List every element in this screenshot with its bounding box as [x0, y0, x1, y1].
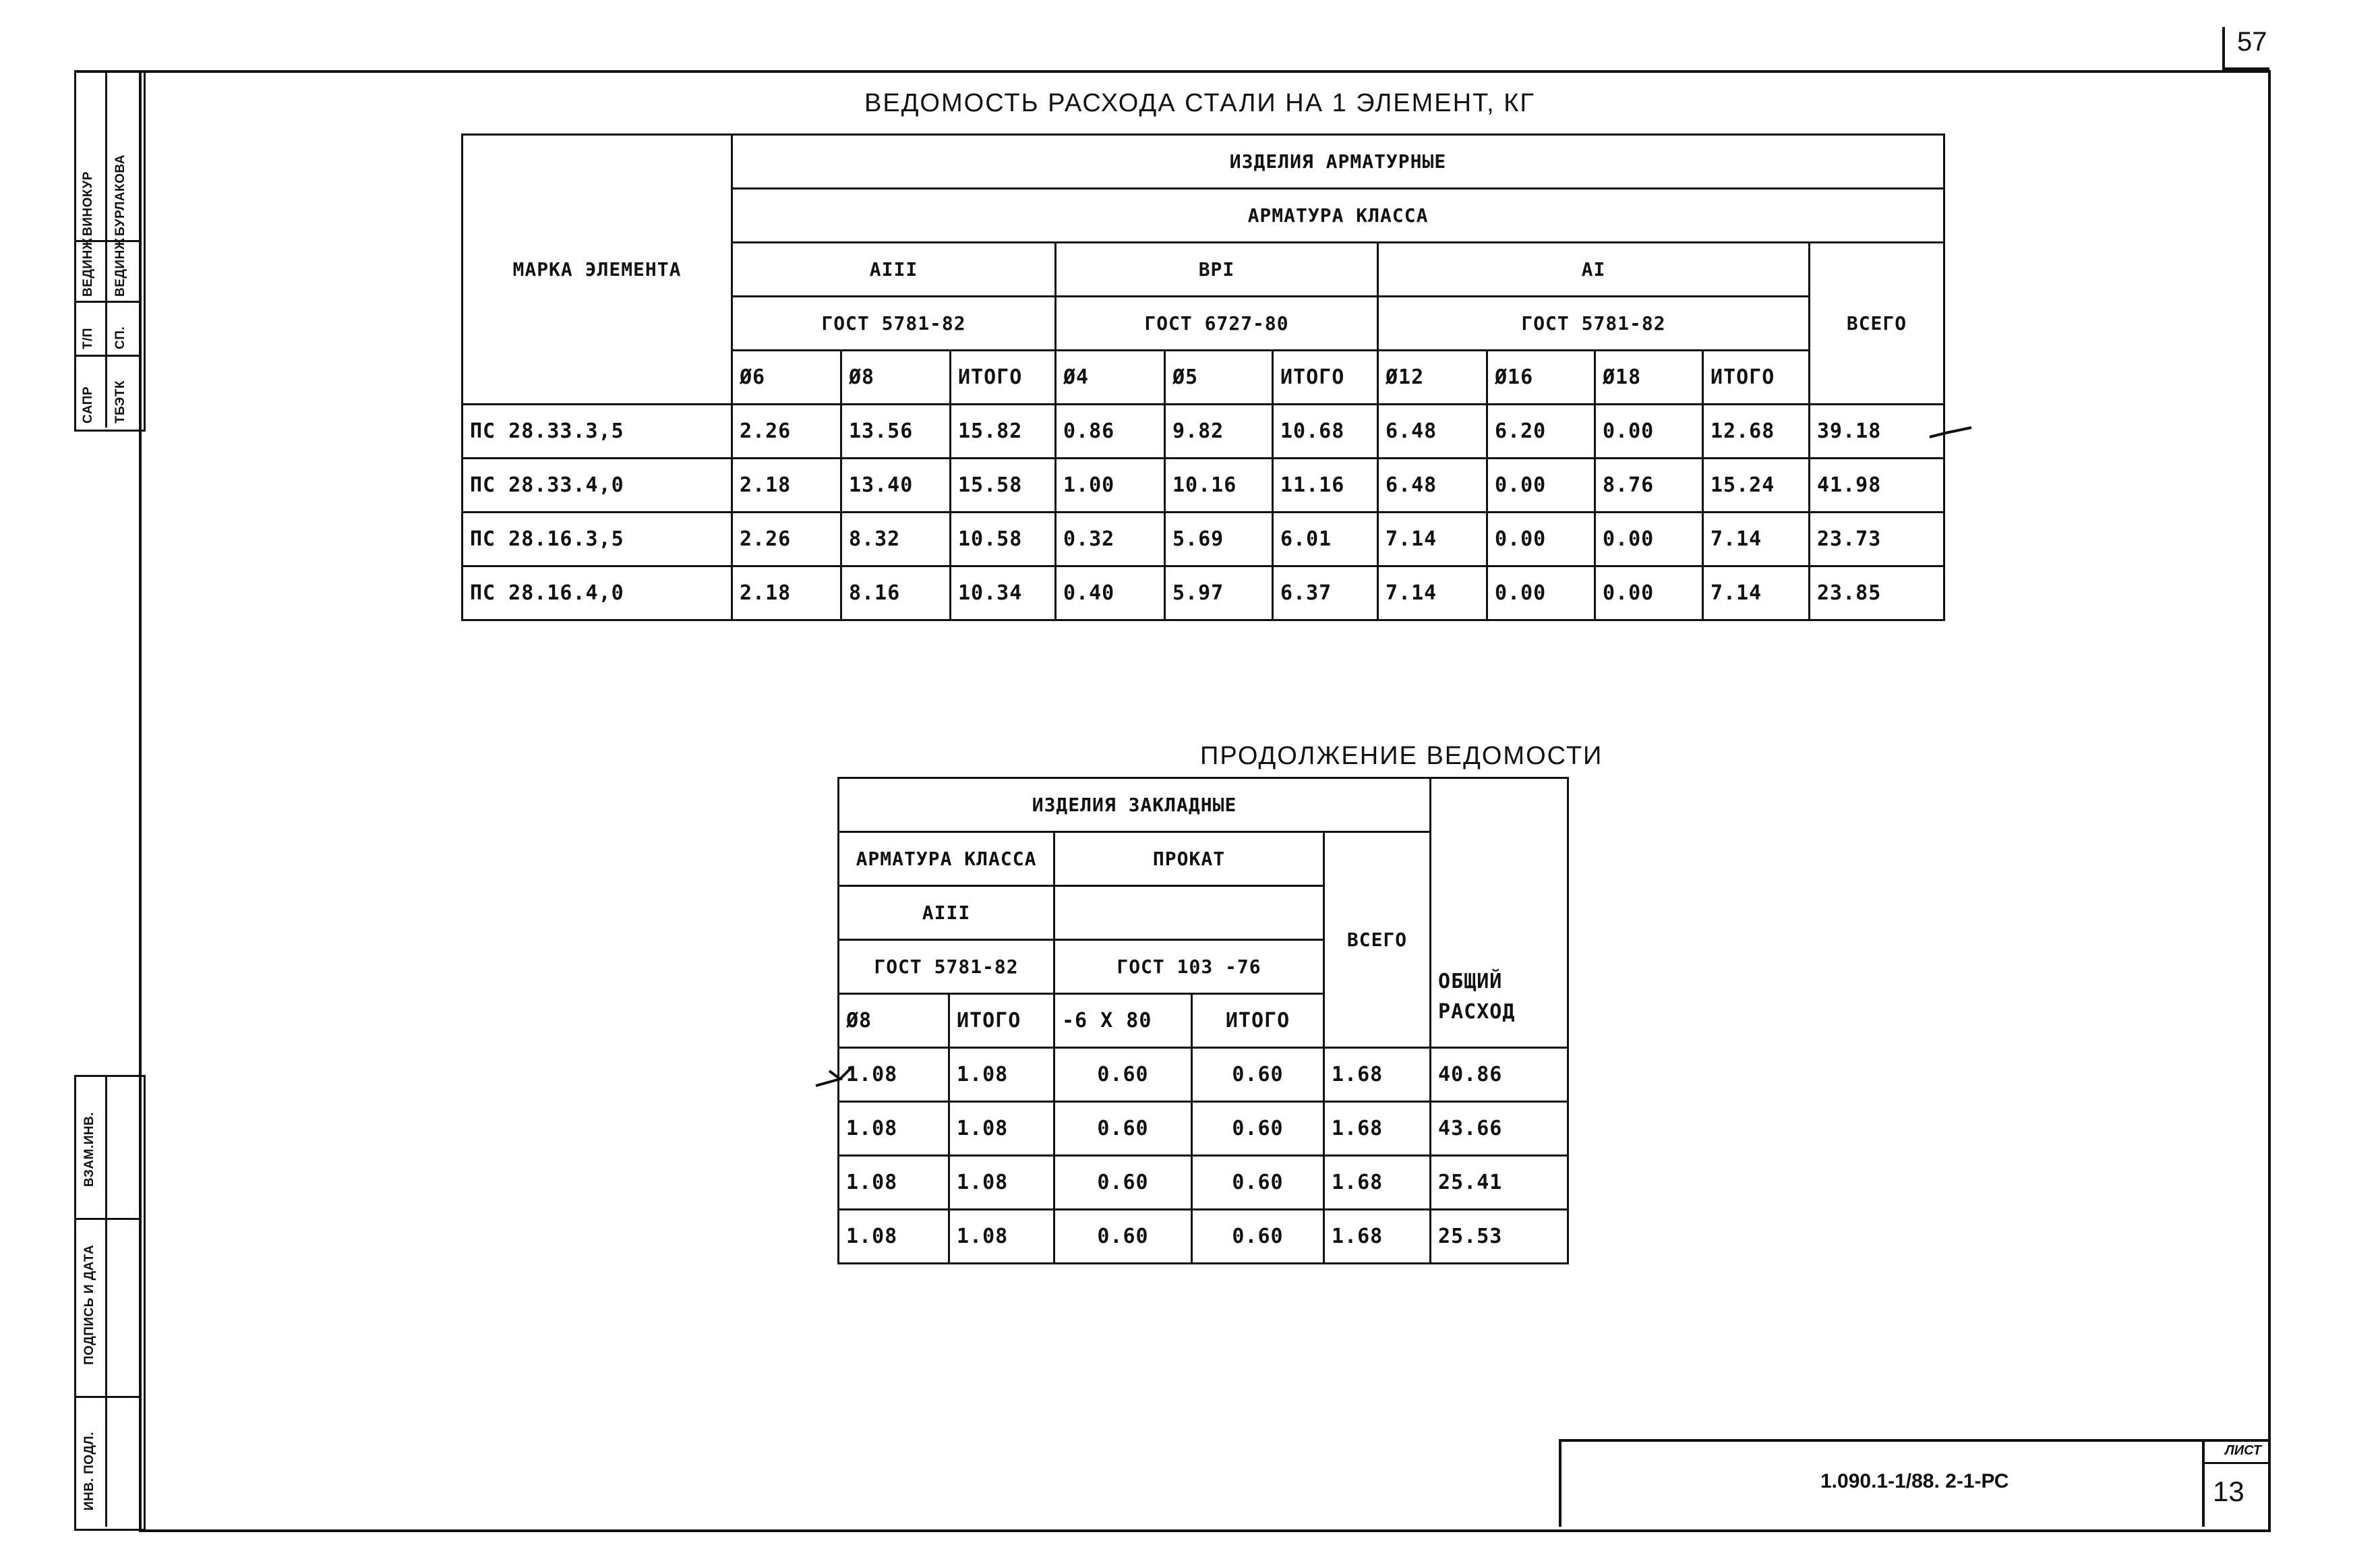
cell: 10.58 [951, 513, 1056, 566]
check-mark-icon [813, 1061, 855, 1092]
header-group-class: АIII [839, 886, 1054, 940]
row-mark: ПС 28.33.3,5 [463, 405, 732, 459]
cell: 1.00 [1056, 459, 1165, 513]
table-row [839, 1048, 1568, 1102]
header-group-gost: ГОСТ 103 -76 [1054, 940, 1324, 994]
cell: 23.85 [1810, 566, 1944, 620]
header-rolled: ПРОКАТ [1054, 832, 1324, 886]
header-general-line-1: ОБЩИЙ [1438, 970, 1503, 993]
row-mark: ПС 28.16.4,0 [463, 566, 732, 620]
cell: 0.60 [1054, 1048, 1192, 1102]
cell: 5.69 [1165, 513, 1273, 566]
page-number-divider [2222, 27, 2225, 69]
cell: 15.24 [1703, 459, 1810, 513]
cell: 0.00 [1487, 513, 1595, 566]
cell: 0.60 [1192, 1102, 1324, 1156]
cell: 6.20 [1487, 405, 1595, 459]
table-row [839, 1156, 1568, 1210]
header-total: ВСЕГО [1324, 832, 1431, 1048]
header-col: Ø12 [1378, 351, 1487, 405]
table-row [463, 566, 1944, 620]
header-products: ИЗДЕЛИЯ АРМАТУРНЫЕ [732, 135, 1944, 189]
side-stamp-cell: ПОДПИСЬ И ДАТА [82, 1244, 96, 1365]
cell: 1.68 [1324, 1048, 1431, 1102]
page-number: 57 [2237, 27, 2267, 57]
side-stamp-row-divider [74, 1218, 142, 1220]
header-col: -6 Х 80 [1054, 994, 1192, 1048]
cell: 0.60 [1192, 1210, 1324, 1264]
cell: 8.32 [841, 513, 951, 566]
cell: 7.14 [1703, 513, 1810, 566]
side-stamp-cell: ТБЭТК [113, 380, 127, 423]
header-group-class: ВРI [1056, 243, 1378, 297]
cell: 13.56 [841, 405, 951, 459]
header-col: ИТОГО [1192, 994, 1324, 1048]
side-stamp-cell: САПР [81, 386, 95, 423]
row-mark: ПС 28.16.3,5 [463, 513, 732, 566]
side-stamp-cell: СП. [113, 326, 127, 349]
header-group-gost: ГОСТ 5781-82 [732, 297, 1056, 351]
sheet-number: 13 [2213, 1475, 2244, 1507]
header-group-gost: ГОСТ 6727-80 [1056, 297, 1378, 351]
cell: 1.08 [949, 1048, 1054, 1102]
header-group-gost: ГОСТ 5781-82 [839, 940, 1054, 994]
table1-title: ВЕДОМОСТЬ РАСХОДА СТАЛИ НА 1 ЭЛЕМЕНТ, КГ [864, 89, 1535, 117]
cell: 39.18 [1810, 405, 1944, 459]
header-general [1431, 778, 1568, 1048]
cell: 0.00 [1595, 405, 1703, 459]
cell: 6.48 [1378, 459, 1487, 513]
cell: 7.14 [1378, 513, 1487, 566]
table-row [839, 1102, 1568, 1156]
cell: 2.26 [732, 405, 841, 459]
header-col: ИТОГО [951, 351, 1056, 405]
table-row [839, 1210, 1568, 1264]
side-stamp-row-divider [74, 1396, 142, 1398]
table2-title: ПРОДОЛЖЕНИЕ ВЕДОМОСТИ [1200, 742, 1603, 770]
title-block-left [1559, 1439, 1561, 1527]
header-col: Ø18 [1595, 351, 1703, 405]
cell: 0.00 [1487, 566, 1595, 620]
side-stamp-cell: БУРЛАКОВА [113, 154, 127, 236]
header-group-class: АI [1378, 243, 1810, 297]
header-group-class: АIII [732, 243, 1056, 297]
cell: 0.00 [1595, 566, 1703, 620]
cell: 23.73 [1810, 513, 1944, 566]
cell: 12.68 [1703, 405, 1810, 459]
cell: 0.60 [1054, 1210, 1192, 1264]
side-stamp-cell: ВЕДИНЖ [81, 237, 95, 297]
cell: 1.08 [839, 1210, 949, 1264]
cell: 13.40 [841, 459, 951, 513]
row-mark: ПС 28.33.4,0 [463, 459, 732, 513]
cell: 1.68 [1324, 1210, 1431, 1264]
cell: 6.01 [1273, 513, 1378, 566]
title-block-sheet-line [2202, 1462, 2268, 1464]
cell: 41.98 [1810, 459, 1944, 513]
cell: 2.18 [732, 566, 841, 620]
header-col: ИТОГО [1273, 351, 1378, 405]
side-stamp-row-divider [74, 355, 142, 357]
table-row [463, 459, 1944, 513]
title-block-sheet-divider [2202, 1439, 2205, 1527]
side-stamp-cell: Т/П [81, 327, 95, 349]
cell: 11.16 [1273, 459, 1378, 513]
header-total: ВСЕГО [1810, 243, 1944, 405]
cell: 0.40 [1056, 566, 1165, 620]
header-col: Ø8 [841, 351, 951, 405]
cell: 7.14 [1703, 566, 1810, 620]
side-stamp-cell: ВИНОКУР [81, 171, 95, 236]
cell: 1.08 [949, 1210, 1054, 1264]
cell: 5.97 [1165, 566, 1273, 620]
header-mark: МАРКА ЭЛЕМЕНТА [463, 135, 732, 405]
cell: 1.68 [1324, 1102, 1431, 1156]
header-col: ИТОГО [949, 994, 1054, 1048]
side-stamp-cell: ВЗАМ.ИНВ. [82, 1111, 96, 1187]
cell: 1.08 [949, 1102, 1054, 1156]
side-stamp-top-divider [105, 70, 107, 428]
header-empty [1054, 886, 1324, 940]
cell: 25.41 [1431, 1156, 1568, 1210]
cell: 0.60 [1054, 1156, 1192, 1210]
document-code: 1.090.1-1/88. 2-1-РС [1820, 1470, 2009, 1492]
cell: 0.60 [1192, 1156, 1324, 1210]
cell: 1.08 [839, 1102, 949, 1156]
cell: 8.16 [841, 566, 951, 620]
table-row [463, 513, 1944, 566]
cell: 0.00 [1487, 459, 1595, 513]
title-block-top [1559, 1439, 2268, 1442]
cell: 40.86 [1431, 1048, 1568, 1102]
cell: 0.00 [1595, 513, 1703, 566]
header-col: ИТОГО [1703, 351, 1810, 405]
check-mark-icon [1927, 417, 1974, 444]
cell: 1.08 [839, 1048, 949, 1102]
cell: 43.66 [1431, 1102, 1568, 1156]
cell: 10.68 [1273, 405, 1378, 459]
table-row [463, 405, 1944, 459]
embedded-items-table [837, 777, 1569, 1264]
cell: 10.34 [951, 566, 1056, 620]
header-col: Ø4 [1056, 351, 1165, 405]
cell: 6.37 [1273, 566, 1378, 620]
cell: 7.14 [1378, 566, 1487, 620]
header-col: Ø16 [1487, 351, 1595, 405]
steel-consumption-table [461, 134, 1945, 621]
cell: 10.16 [1165, 459, 1273, 513]
header-class: АРМАТУРА КЛАССА [839, 832, 1054, 886]
header-group-gost: ГОСТ 5781-82 [1378, 297, 1810, 351]
cell: 0.60 [1054, 1102, 1192, 1156]
side-stamp-row-divider [74, 301, 142, 303]
cell: 1.68 [1324, 1156, 1431, 1210]
header-col: Ø5 [1165, 351, 1273, 405]
header-class: АРМАТУРА КЛАССА [732, 189, 1944, 243]
cell: 0.86 [1056, 405, 1165, 459]
header-col: Ø6 [732, 351, 841, 405]
cell: 9.82 [1165, 405, 1273, 459]
cell: 15.58 [951, 459, 1056, 513]
side-stamp-cell: ИНВ. ПОДЛ. [82, 1432, 96, 1511]
header-products: ИЗДЕЛИЯ ЗАКЛАДНЫЕ [839, 778, 1431, 832]
cell: 0.60 [1192, 1048, 1324, 1102]
side-stamp-bottom-divider [105, 1075, 107, 1527]
cell: 0.32 [1056, 513, 1165, 566]
cell: 2.26 [732, 513, 841, 566]
cell: 1.08 [839, 1156, 949, 1210]
cell: 25.53 [1431, 1210, 1568, 1264]
cell: 8.76 [1595, 459, 1703, 513]
header-general-line-2: РАСХОД [1438, 1000, 1516, 1024]
cell: 2.18 [732, 459, 841, 513]
cell: 1.08 [949, 1156, 1054, 1210]
sheet-label: ЛИСТ [2225, 1443, 2262, 1458]
side-stamp-cell: ВЕДИНЖ [113, 237, 127, 297]
header-col: Ø8 [839, 994, 949, 1048]
cell: 6.48 [1378, 405, 1487, 459]
cell: 15.82 [951, 405, 1056, 459]
